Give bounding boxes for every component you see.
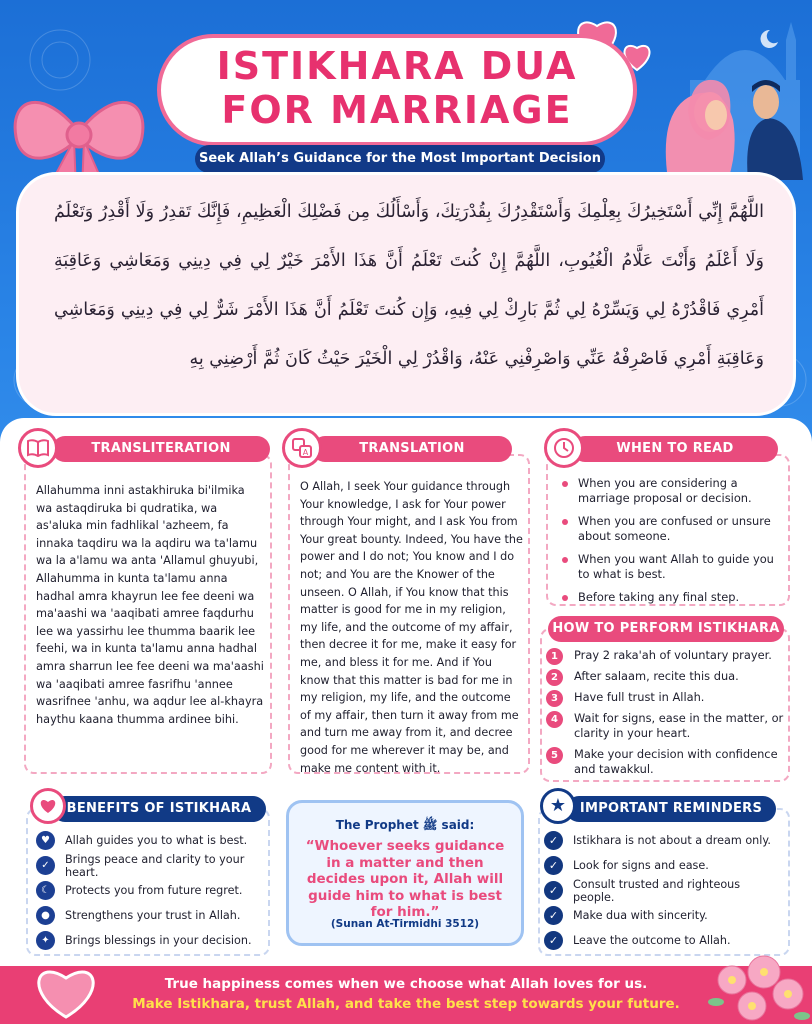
step-text: After salaam, recite this dua.	[574, 669, 739, 683]
book-icon	[18, 428, 58, 468]
benefit-text: Brings peace and clarity to your heart.	[65, 852, 245, 879]
list-item: When you are considering a marriage proposal or decision.	[556, 476, 778, 506]
benefits-heading: BENEFITS OF ISTIKHARA	[52, 796, 266, 822]
reminder-text: Leave the outcome to Allah.	[573, 934, 731, 947]
step-text: Have full trust in Allah.	[574, 690, 705, 704]
benefit-text: Protects you from future regret.	[65, 884, 243, 897]
heart-icon	[30, 788, 66, 824]
reminders-heading: IMPORTANT REMINDERS	[566, 796, 776, 822]
hadith-intro: The Prophet ﷺ said:	[335, 818, 475, 832]
benefit-item	[36, 878, 268, 903]
check-icon: ✓	[544, 906, 563, 925]
reminder-text: Make dua with sincerity.	[573, 909, 708, 922]
transliteration-text: Allahumma inni astakhiruka bi'ilmika wa astaqdiruka bi qudratika, wa as'aluka min fadhlikal 'azheem, fa innaka taqdiru wa la aqdiru wa ta'lamu wa la a'lamu wa anta 'Allamul ghuyubi, Allahumma in kunta ta'lamu anna hadhal amra khayrun lee fee deeni wa ma'aashi wa 'aaqibati amree faqdurhu lee wa yassirhu lee thumma baarik lee feehi, wa in kunta ta'lamu anna hadhal amra sharrun lee fee deeni wa ma'aashi wa 'aaqibati amree fasrifhu 'annee wasrifnee 'anhu, wa aqdur lee al-khayra haythu kaana thumma ardinee bihi.	[36, 484, 264, 726]
step-item	[546, 648, 784, 663]
benefit-item	[36, 828, 268, 853]
translate-icon	[282, 428, 322, 468]
reminder-item	[544, 878, 784, 903]
step-text: Pray 2 raka'ah of voluntary prayer.	[574, 648, 772, 662]
star-icon: ★	[540, 788, 576, 824]
reminder-text: Istikhara is not about a dream only.	[573, 834, 771, 847]
step-item	[546, 669, 784, 684]
reminders-list	[544, 828, 784, 953]
step-item	[546, 747, 784, 777]
check-icon: ✓	[544, 831, 563, 850]
when-to-read-list	[556, 476, 778, 613]
step-number: 5	[546, 747, 563, 764]
gift-icon: ✦	[36, 931, 55, 950]
subtitle-banner: Seek Allah’s Guidance for the Most Important Decision	[195, 145, 605, 173]
step-number: 4	[546, 711, 563, 728]
list-item: Before taking any final step.	[556, 590, 778, 605]
reminder-item	[544, 903, 784, 928]
benefit-text: Strengthens your trust in Allah.	[65, 909, 241, 922]
check-icon: ✓	[544, 931, 563, 950]
benefit-item	[36, 903, 268, 928]
hadith-quote: “Whoever seeks guidance in a matter and then decides upon it, Allah will guide him to what is best for him.”	[305, 838, 505, 920]
list-item: When you want Allah to guide you to what is best.	[556, 552, 778, 582]
step-item	[546, 690, 784, 705]
when-to-read-heading: WHEN TO READ	[572, 436, 778, 462]
footer-line2: Make Istikhara, trust Allah, and take the best step towards your future.	[132, 996, 680, 1012]
step-number: 3	[546, 690, 563, 707]
moon-icon: ☾	[36, 881, 55, 900]
step-text: Wait for signs, ease in the matter, or clarity in your heart.	[574, 711, 784, 740]
footer-line1: True happiness comes when we choose what Allah loves for us.	[164, 976, 648, 992]
benefits-list	[36, 828, 268, 953]
transliteration-heading: TRANSLITERATION	[52, 436, 270, 462]
list-item: When you are confused or unsure about someone.	[556, 514, 778, 544]
footer-banner	[0, 966, 812, 1024]
couple-illustration	[638, 40, 812, 180]
translation-heading: TRANSLATION	[312, 436, 512, 462]
step-number: 2	[546, 669, 563, 686]
reminder-text: Consult trusted and righteous people.	[573, 877, 741, 904]
shield-icon: ✓	[36, 856, 55, 875]
page-title-line2: FOR MARRIAGE	[221, 88, 573, 132]
how-to-perform-heading: HOW TO PERFORM ISTIKHARA	[548, 616, 784, 642]
reminder-item	[544, 828, 784, 853]
check-icon: ✓	[544, 856, 563, 875]
page-title-line1: ISTIKHARA DUA	[216, 44, 578, 88]
step-item	[546, 711, 784, 741]
translation-text: O Allah, I seek Your guidance through Your knowledge, I ask for Your power through Your might, and I ask You from Your great bounty. Indeed, You have the power and I do not; You know and I do not; and You are the Knower of the unseen. O Allah, if You know that this matter is good for me in my religion, my life, and the outcome of my affair, then decree it for me, make it easy for me, and bless it for me. And if You know that this matter is bad for me in my religion, my life, and the outcome of my affair, then turn it away from me and turn me away from it, and decree good for me wherever it may be, and make me content with it.	[300, 480, 523, 775]
check-icon: ✓	[544, 881, 563, 900]
clock-icon	[544, 428, 584, 468]
step-text: Make your decision with confidence and tawakkul.	[574, 747, 778, 776]
how-to-perform-steps	[546, 648, 784, 783]
arabic-dua-text: اللَّهُمَّ إِنِّي أَسْتَخِيرُكَ بِعِلْمِكَ وَأَسْتَقْدِرُكَ بِقُدْرَتِكَ، وَأَسْأَلُكَ مِن فَضْلِكَ الْعَظِيمِ، فَإِنَّكَ تَقدِرُ وَلَا أَقْدِرُ وَتَعْلَمُ وَلَا أَعْلَمُ وَأَنْتَ عَلَّامُ الْغُيُوبِ، اللَّهُمَّ إِنْ كُنتَ تَعْلَمُ أَنَّ هَذَا الأَمْرَ خَيْرٌ لِي فِي دِينِي وَمَعَاشِي وَعَاقِبَةِ أَمْرِي فَاقْدُرْهُ لِي وَيَسِّرْهُ لِي ثُمَّ بَارِكْ لِي فِيهِ، وَإِن كُنتَ تَعْلَمُ أَنَّ هَذَا الأَمْرَ شَرٌّ لِي فِي دِينِي وَمَعَاشِي وَعَاقِبَةِ أَمْرِي فَاصْرِفْهُ عَنِّي وَاصْرِفْنِي عَنْهُ، وَاقْدُرْ لِي الْخَيْرَ حَيْثُ كَانَ ثُمَّ أَرْضِنِي بِهِ	[54, 202, 764, 369]
reminder-item	[544, 853, 784, 878]
benefit-item	[36, 853, 268, 878]
benefit-text: Brings blessings in your decision.	[65, 934, 252, 947]
step-number: 1	[546, 648, 563, 665]
benefit-item	[36, 928, 268, 953]
heart-icon: ♥	[36, 831, 55, 850]
reminder-text: Look for signs and ease.	[573, 859, 709, 872]
hadith-source: (Sunan At-Tirmidhi 3512)	[330, 918, 480, 930]
people-icon: ●	[36, 906, 55, 925]
benefit-text: Allah guides you to what is best.	[65, 834, 248, 847]
svg-text:A: A	[302, 448, 309, 457]
